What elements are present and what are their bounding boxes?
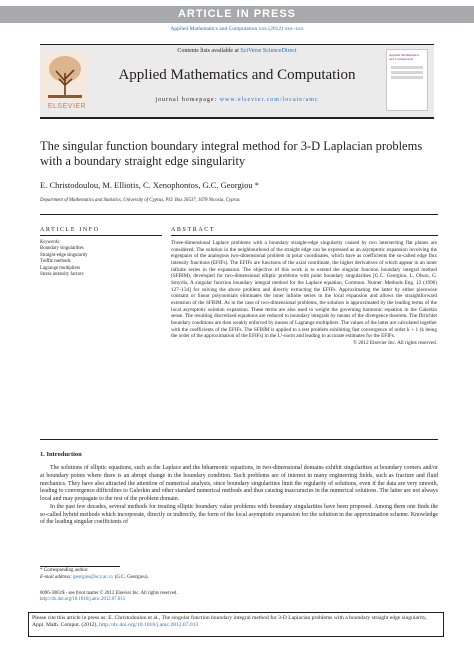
abstract-body — [171, 240, 437, 347]
email-label: E-mail address: — [40, 574, 74, 580]
publisher-name: ELSEVIER — [47, 103, 87, 110]
citation-doi-link[interactable]: http://dx.doi.org/10.1016/j.amc.2012.07.013 — [99, 622, 199, 629]
divider — [40, 439, 438, 440]
email-link[interactable]: georgios@ucy.ac.cy — [73, 574, 114, 580]
citation-text: Please cite this article in press as: E. Christodoulou et al., The singular function boundary integral method for 3-D Laplacian problems with a boundary straight edge singularity, Appl. Math. Comput. (2012), — [32, 615, 427, 629]
cover-decoration — [391, 66, 423, 69]
issn-line: 0096-3003/$ - see front matter © 2012 Elsevier Inc. All rights reserved. — [40, 591, 178, 596]
banner-label: ARTICLE IN PRESS — [177, 8, 297, 20]
keyword-item: Lagrange multipliers — [40, 265, 81, 271]
divider — [40, 235, 162, 236]
cover-decoration — [391, 71, 423, 74]
corresponding-author-note: * Corresponding author. — [40, 568, 89, 573]
article-in-press-banner — [0, 6, 474, 23]
footnote-divider — [40, 566, 120, 567]
divider — [171, 235, 438, 236]
divider — [40, 214, 438, 215]
abstract-paragraph: Three-dimensional Laplace problems with a boundary straight-edge singularity caused by two intersecting flat planes are considered. The solution in the neighbourhood of the straight edge can be expressed as an asymptotic expansion involving the eigenpairs of the analogous two-dimensional problem in polar coordinates, which have as coefficients the so-called edge flux intensity functions (EFIFs). The EFIFs are functions of the axial coordinate, the higher derivatives of which appear in an inner infinite series in the expansion. The objective of this work is to extend the singular function boundary integral method (SFBIM), developed for two-dimensional elliptic problems with point boundary singularities [G.C. Georgiou, L. Olson, G. Smyrlis, A singular function boundary integral method for the Laplace equation, Commun. Numer. Methods Eng. 12 (1996) 127–134] for solving the above problem and directly extracting the EFIFs. Approximating the latter by either piecewise constant or linear polynomials eliminates the inner infinite series in the local expansion and allows the straightforward extension of the SFBIM. As in the case of two-dimensional problems, the solution is approximated by the leading terms of the local asymptotic solution expansion. These terms are also used to weight the governing harmonic equation in the Galerkin sense. The resulting discretized equations are reduced to boundary integrals by means of the divergence theorem. The Dirichlet boundary conditions are then weakly enforced by means of Lagrange multipliers. The values of the latter are calculated together with the coefficients of the EFIFs. The SFBIM is applied to a test problem exhibiting fast convergence of order k + 1 (k being the order of the approximation of the EFIFs) in the L²-norm and leading to accurate estimates for the EFIFs. — [171, 240, 437, 340]
front-matter — [40, 591, 178, 604]
doi-link[interactable]: http://dx.doi.org/10.1016/j.amc.2012.07.013 — [40, 597, 126, 603]
keywords-label: Keywords: — [40, 240, 61, 245]
article-title: The singular function boundary integral method for 3-D Laplacian problems with a boundary straight edge singularity — [40, 139, 423, 168]
contents-available-line — [40, 48, 434, 54]
keyword-item: Straight-edge singularity — [40, 252, 88, 258]
paragraph: The solutions of elliptic equations, such as the Laplace and the biharmonic equations, in two-dimensional domains exhibit singularities at boundary corners and/or at boundary points where there is an abrupt change in the boundary condition. Such problems are of interest in many engineering fields, such as fracture and fluid mechanics. They have also attracted the attention of numerical analysts, since boundary singularities limit the regularity of solutions, even if the data are very smooth, leading to convergence difficulties to Galerkin and other standard numerical methods and thus causing inaccuracies in the numerical solutions. The latter are not always local and may propagate to the rest of the problem domain. — [40, 465, 438, 502]
journal-homepage-line — [40, 97, 434, 103]
copyright-notice: © 2012 Elsevier Inc. All rights reserved. — [352, 339, 437, 346]
homepage-prefix: journal homepage: — [155, 97, 220, 103]
citation-box — [28, 612, 444, 637]
cover-title: Applied Mathematics and Computation — [389, 53, 420, 61]
email-line — [40, 575, 149, 582]
article-info-heading: ARTICLE INFO — [40, 227, 100, 233]
email-suffix: (G.C. Georgiou). — [113, 574, 149, 580]
sciencedirect-link[interactable]: SciVerse ScienceDirect — [240, 48, 297, 54]
cover-decoration — [391, 76, 423, 79]
keyword-item: Boundary singularities — [40, 246, 84, 252]
abstract-heading: ABSTRACT — [171, 227, 216, 233]
paragraph: In the past few decades, several methods for treating elliptic boundary value problems with boundary singularities have been proposed. Among them one finds the so-called hybrid methods which incorporate, directly or indirectly, the form of the local asymptotic expansion for the solution in the approximation scheme. Knowledge of the leading singular coefficients of — [40, 503, 438, 526]
journal-header — [40, 44, 434, 119]
footnote — [40, 568, 149, 581]
contents-prefix: Contents lists available at — [177, 48, 241, 54]
journal-reference: Applied Mathematics and Computation xxx (2012) xxx–xxx — [170, 26, 304, 32]
article-authors: E. Christodoulou, M. Elliotis, C. Xenophontos, G.C. Georgiou * — [40, 180, 259, 190]
keyword-item: Stress intensity factors — [40, 272, 84, 278]
author-affiliation: Department of Mathematics and Statistics, University of Cyprus, P.O. Box 20537, 1678 Nicosia, Cyprus — [40, 198, 240, 203]
section-heading: 1. Introduction — [40, 451, 82, 458]
keywords-list — [40, 240, 162, 278]
introduction-body — [40, 465, 438, 527]
keyword-item: Trefftz methods — [40, 259, 71, 265]
journal-homepage-link[interactable]: www.elsevier.com/locate/amc — [219, 97, 319, 103]
journal-cover-thumbnail — [386, 49, 428, 111]
journal-title: Applied Mathematics and Computation — [118, 67, 356, 83]
